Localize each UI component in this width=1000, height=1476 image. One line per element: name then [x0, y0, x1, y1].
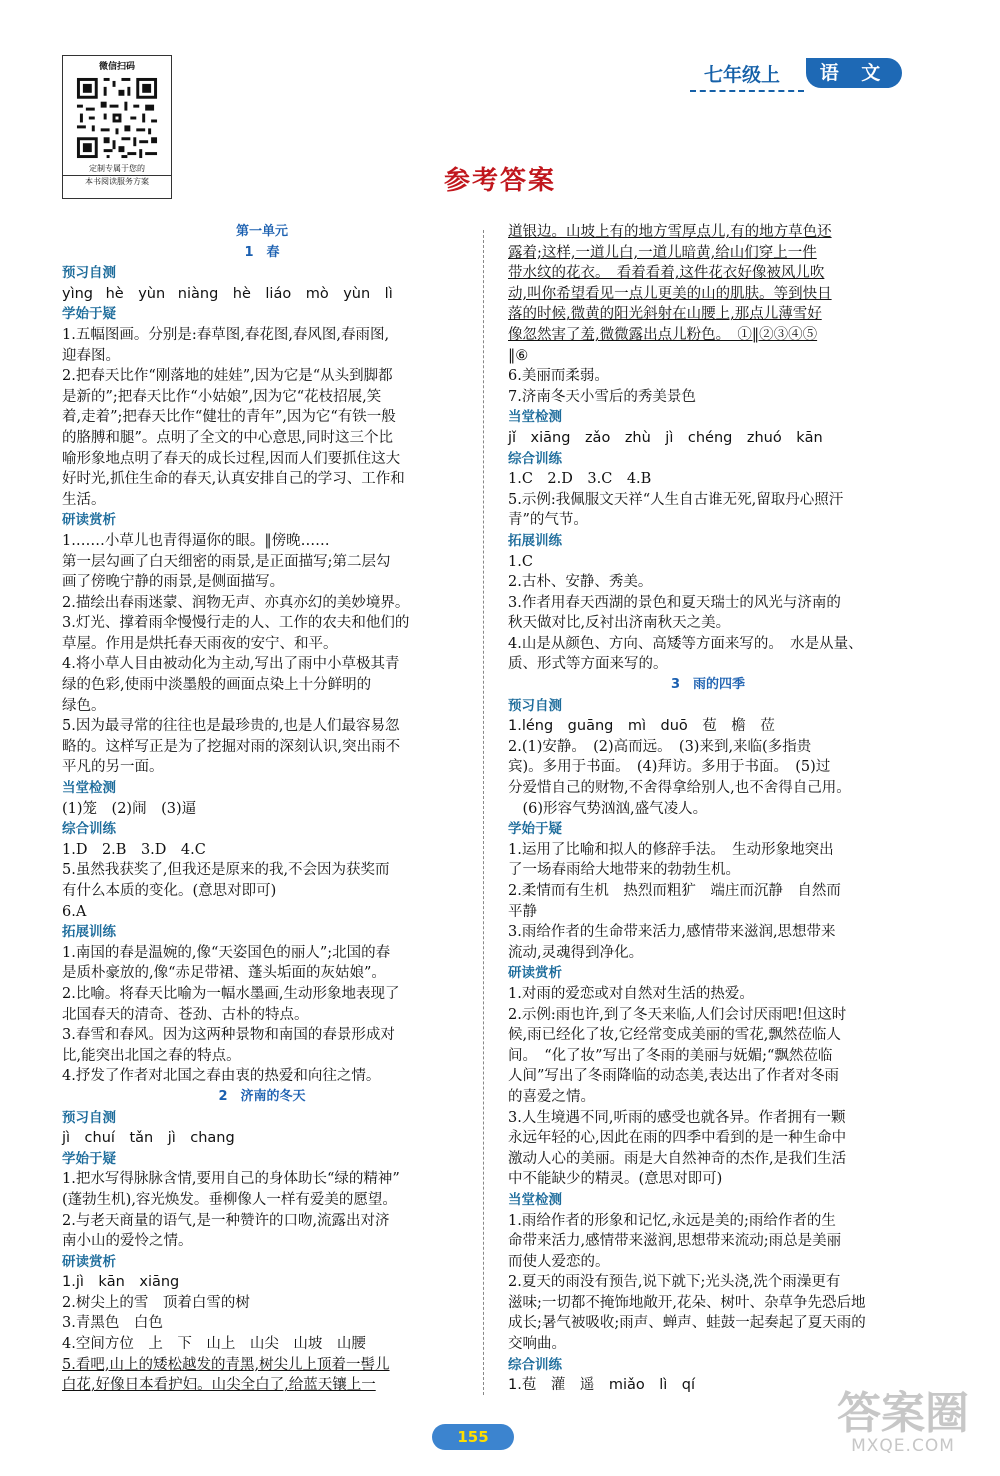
- answer-line: 交响曲。: [508, 1336, 566, 1353]
- page-title: 参考答案: [443, 166, 556, 196]
- answer-line: 永远年轻的心,因此在雨的四季中看到的是一种生命中: [508, 1130, 847, 1147]
- underlined-answer-line: 落的时候,微黄的阳光斜射在山腰上,那点儿薄雪好: [508, 306, 822, 323]
- answer-line: 4.将小草人目由被动化为主动,写出了雨中小草极其青: [62, 656, 400, 673]
- answer-line: 3.雨给作者的生命带来活力,感情带来滋润,思想带来: [508, 924, 836, 941]
- exercise-heading: 预习自测: [508, 697, 562, 714]
- answer-line: 2.比喻。将春天比喻为一幅水墨画,生动形象地表现了: [62, 985, 400, 1002]
- answer-line: 质、形式等方面来写的。: [508, 656, 668, 673]
- answer-line: 3.春雪和春风。因为这两种景物和南国的春景形成对: [62, 1027, 395, 1044]
- answer-line: 迎春图。: [62, 347, 120, 364]
- answer-line: 画了傍晚宁静的雨景,是侧面描写。: [62, 574, 285, 591]
- exercise-heading: 当堂检测: [62, 780, 116, 797]
- answer-line: 是质朴豪放的,像“赤足带裙、蓬头垢面的灰姑娘”。: [62, 965, 386, 982]
- section-title: 第一单元: [235, 224, 288, 239]
- answer-line: 青”的气节。: [508, 512, 588, 529]
- answer-line: (蓬勃生机),容光焕发。垂柳像人一样有爱美的愿望。: [62, 1191, 397, 1208]
- right-column: [508, 222, 908, 1396]
- answer-line: 生活。: [62, 491, 106, 508]
- answer-line: 喻形象地点明了春天的成长过程,因而人们要抓住这大: [62, 450, 401, 467]
- section-title: 1 春: [244, 244, 280, 260]
- answer-line: 平凡的另一面。: [62, 759, 164, 776]
- answer-line: 绿色。: [62, 697, 106, 714]
- answer-line: (1)笼 (2)闹 (3)逼: [62, 800, 197, 817]
- answer-line: 1.……小草儿也青得逼你的眼。‖傍晚……: [62, 532, 330, 549]
- answer-line: 成长;暑气被吸收;雨声、蝉声、蛙鼓一起奏起了夏天雨的: [508, 1315, 866, 1332]
- answer-line: 的喜爱之情。: [508, 1088, 595, 1105]
- answer-line: 候,雨已经化了妆,它经常变成美丽的雪花,飘然莅临人: [508, 1027, 841, 1044]
- pinyin-line: jì chuí tǎn jì chang: [62, 1130, 235, 1147]
- answer-line: 4.抒发了作者对北国之春由衷的热爱和向往之情。: [62, 1068, 381, 1085]
- answer-line: 5.示例:我佩服文天祥“人生自古谁无死,留取丹心照汗: [508, 491, 844, 508]
- pinyin-line: 1.léng guāng mì duō 苞 檐 莅: [508, 718, 775, 735]
- answer-line: 4.空间方位 上 下 山上 山尖 山坡 山腰: [62, 1336, 366, 1353]
- qr-top-label: 微信扫码: [98, 62, 135, 72]
- exercise-heading: 当堂检测: [508, 409, 562, 426]
- answer-line: 7.济南冬天小雪后的秀美景色: [508, 388, 696, 405]
- watermark-text: 答案圈: [837, 1388, 969, 1439]
- answer-line: 4.山是从颜色、方向、高矮等方面来写的。 水是从量、: [508, 635, 863, 652]
- answer-line: 着,走着”;把春天比作“健壮的青年”,因为它“有铁一般: [62, 409, 396, 426]
- underlined-answer-line: 白花,好像日本看护妇。山尖全白了,给蓝天镶上一: [62, 1377, 376, 1394]
- answer-line: 2.描绘出春雨迷蒙、润物无声、亦真亦幻的美妙境界。: [62, 594, 410, 611]
- answer-line: 3.作者用春天西湖的景色和夏天瑞士的风光与济南的: [508, 594, 841, 611]
- underlined-answer-line: 露着;这样,一道儿白,一道儿暗黄,给山们穿上一件: [508, 244, 817, 261]
- left-column: [62, 222, 462, 1396]
- answer-line: 2.与老天商量的语气,是一种赞许的口吻,流露出对济: [62, 1212, 390, 1229]
- pinyin-line: yìng hè yùn niàng hè liáo mò yùn lì: [62, 285, 393, 302]
- answer-line: 间。 “化了妆”写出了冬雨的美丽与妩媚;“飘然莅临: [508, 1047, 833, 1064]
- underlined-answer-line: 带水纹的花衣。 看着看着,这件花衣好像被风儿吹: [508, 265, 825, 282]
- underlined-answer-line: 道银边。山坡上有的地方雪厚点儿,有的地方草色还: [508, 224, 832, 240]
- answer-line: 是新的”;把春天比作“小姑娘”,因为它“花枝招展,笑: [62, 388, 382, 405]
- answer-line: 1.雨给作者的形象和记忆,永远是美的;雨给作者的生: [508, 1212, 836, 1229]
- grade-label: 七年级上: [704, 64, 781, 86]
- answer-line: 好时光,抓住生命的春天,认真安排自己的学习、工作和: [62, 471, 405, 488]
- underlined-answer-line: 像忽然害了羞,微微露出点儿粉色。 ①‖②③④⑤: [508, 326, 818, 343]
- pinyin-line: 1.苞 灌 遥 miǎo lì qí: [508, 1377, 696, 1394]
- exercise-heading: 研读赏析: [508, 965, 562, 982]
- answer-line: 略的。这样写正是为了挖掘对雨的深刻认识,突出雨不: [62, 738, 401, 755]
- exercise-heading: 拓展训练: [508, 532, 562, 549]
- answer-line: 3.人生境遇不同,听雨的感受也就各异。作者拥有一颗: [508, 1109, 846, 1126]
- answer-line: 平静: [508, 903, 537, 920]
- answer-line: 流动,灵魂得到净化。: [508, 944, 644, 961]
- answer-line: 秋天做对比,反衬出济南秋天之美。: [508, 615, 731, 632]
- answer-line: 1.C: [508, 553, 533, 570]
- answer-line: 第一层勾画了白天细密的雨景,是正面描写;第二层勾: [62, 553, 391, 570]
- answer-line: 绿的色彩,使雨中淡墨般的画面点染上十分鲜明的: [62, 677, 372, 694]
- answer-line: 草屋。作用是烘托春天雨夜的安宁、和平。: [62, 635, 338, 652]
- answer-line: 1.D 2.B 3.D 4.C: [62, 841, 206, 858]
- answer-line: 1.对雨的爱恋或对自然对生活的热爱。: [508, 985, 754, 1002]
- exercise-heading: 综合训练: [508, 1356, 562, 1373]
- exercise-heading: 学始于疑: [62, 1150, 116, 1167]
- watermark-url: MXQE.COM: [851, 1436, 955, 1456]
- exercise-heading: 预习自测: [62, 1109, 116, 1126]
- answer-line: 2.夏天的雨没有预告,说下就下;光头浇,洗个雨澡更有: [508, 1274, 841, 1291]
- answer-line: 滋味;一切都不掩饰地敞开,花朵、树叶、杂草争先恐后地: [508, 1294, 866, 1311]
- answer-line: 1.C 2.D 3.C 4.B: [508, 471, 652, 488]
- exercise-heading: 研读赏析: [62, 512, 116, 529]
- answer-line: 2.(1)安静。 (2)高而远。 (3)来到,来临(多指贵: [508, 738, 812, 755]
- answer-line: 1.把水写得脉脉含情,要用自己的身体助长“绿的精神”: [62, 1171, 400, 1188]
- answer-line: 而使人爱恋的。: [508, 1253, 610, 1270]
- underlined-answer-line: 5.看吧,山上的矮松越发的青黑,树尖儿上顶着一髻儿: [62, 1356, 390, 1373]
- pinyin-line: jǐ xiāng zǎo zhù jì chéng zhuó kān: [508, 429, 823, 446]
- exercise-heading: 预习自测: [62, 265, 116, 282]
- exercise-heading: 学始于疑: [508, 821, 562, 838]
- answer-line: 1.五幅图画。分别是:春草图,春花图,春风图,春雨图,: [62, 326, 390, 343]
- answer-line: 有什么本质的变化。(意思对即可): [62, 883, 277, 899]
- qr-bottom-line1: 定制专属于您的: [89, 164, 145, 173]
- answer-line: 了一场春雨给大地带来的勃勃生机。: [508, 862, 740, 879]
- answer-line: 中不能缺少的精灵。(意思对即可): [508, 1171, 723, 1188]
- exercise-heading: 研读赏析: [62, 1253, 116, 1270]
- exercise-heading: 拓展训练: [62, 924, 116, 941]
- exercise-heading: 学始于疑: [62, 306, 116, 323]
- qr-bottom-line2: 本书阅读服务方案: [63, 175, 171, 188]
- answer-line: 5.因为最寻常的往往也是最珍贵的,也是人们最容易忽: [62, 718, 400, 735]
- answer-line: 2.树尖上的雪 顶着白雪的树: [62, 1294, 250, 1311]
- answer-line: 比,能突出北国之春的特点。: [62, 1047, 241, 1064]
- column-divider: [483, 230, 484, 1395]
- exercise-heading: 当堂检测: [508, 1191, 562, 1208]
- page-number: 155: [432, 1424, 514, 1450]
- subject-badge: 语 文: [806, 58, 902, 88]
- answer-line: 1.南国的春是温婉的,像“天姿国色的丽人”;北国的春: [62, 944, 391, 961]
- answer-line: 激动人心的美丽。雨是大自然神奇的杰作,是我们生活: [508, 1150, 847, 1167]
- answer-line: 人间”写出了冬雨降临的动态美,表达出了作者对冬雨: [508, 1068, 840, 1085]
- answer-line: (6)形容气势汹汹,盛气凌人。: [508, 800, 708, 817]
- answer-line: 2.把春天比作“刚落地的娃娃”,因为它是“从头到脚都: [62, 368, 393, 385]
- exercise-heading: 综合训练: [508, 450, 562, 467]
- answer-line: 2.古朴、安静、秀美。: [508, 574, 653, 591]
- answer-line: 6.美丽而柔弱。: [508, 368, 609, 385]
- underlined-answer-line: 动,叫你希望看见一点儿更美的山的肌肤。等到快日: [508, 285, 832, 302]
- answer-line: 命带来活力,感情带来滋润,思想带来流动;雨总是美丽: [508, 1233, 842, 1250]
- watermark-logo: [818, 1388, 988, 1456]
- answer-line: 3.青黑色 白色: [62, 1315, 163, 1332]
- answer-line: 3.灯光、撑着雨伞慢慢行走的人、工作的农夫和他们的: [62, 615, 410, 632]
- answer-line: 2.示例:雨也许,到了冬天来临,人们会讨厌雨吧!但这时: [508, 1006, 847, 1023]
- answer-line: ‖⑥: [508, 347, 529, 364]
- answer-line: 2.柔情而有生机 热烈而粗犷 端庄而沉静 自然而: [508, 883, 841, 899]
- section-title: 2 济南的冬天: [218, 1088, 306, 1104]
- answer-line: 1.运用了比喻和拟人的修辞手法。 生动形象地突出: [508, 841, 834, 858]
- pinyin-line: 1.jì kān xiāng: [62, 1274, 180, 1291]
- qr-code-icon: [74, 75, 160, 161]
- answer-line: 宾)。多用于书面。 (4)拜访。多用于书面。 (5)过: [508, 759, 831, 776]
- answer-line: 的胳膊和腿”。点明了全文的中心意思,同时这三个比: [62, 429, 394, 446]
- answer-line: 分爱惜自己的财物,不舍得拿给别人,也不舍得自己用。: [508, 780, 851, 797]
- answer-line: 南小山的爱怜之情。: [62, 1233, 193, 1250]
- answer-line: 6.A: [62, 903, 87, 920]
- header-divider: [690, 90, 804, 92]
- exercise-heading: 综合训练: [62, 821, 116, 838]
- answer-line: 5.虽然我获奖了,但我还是原来的我,不会因为获奖而: [62, 862, 390, 879]
- section-title: 3 雨的四季: [670, 677, 746, 693]
- answer-line: 北国春天的清奇、苍劲、古朴的特点。: [62, 1006, 309, 1023]
